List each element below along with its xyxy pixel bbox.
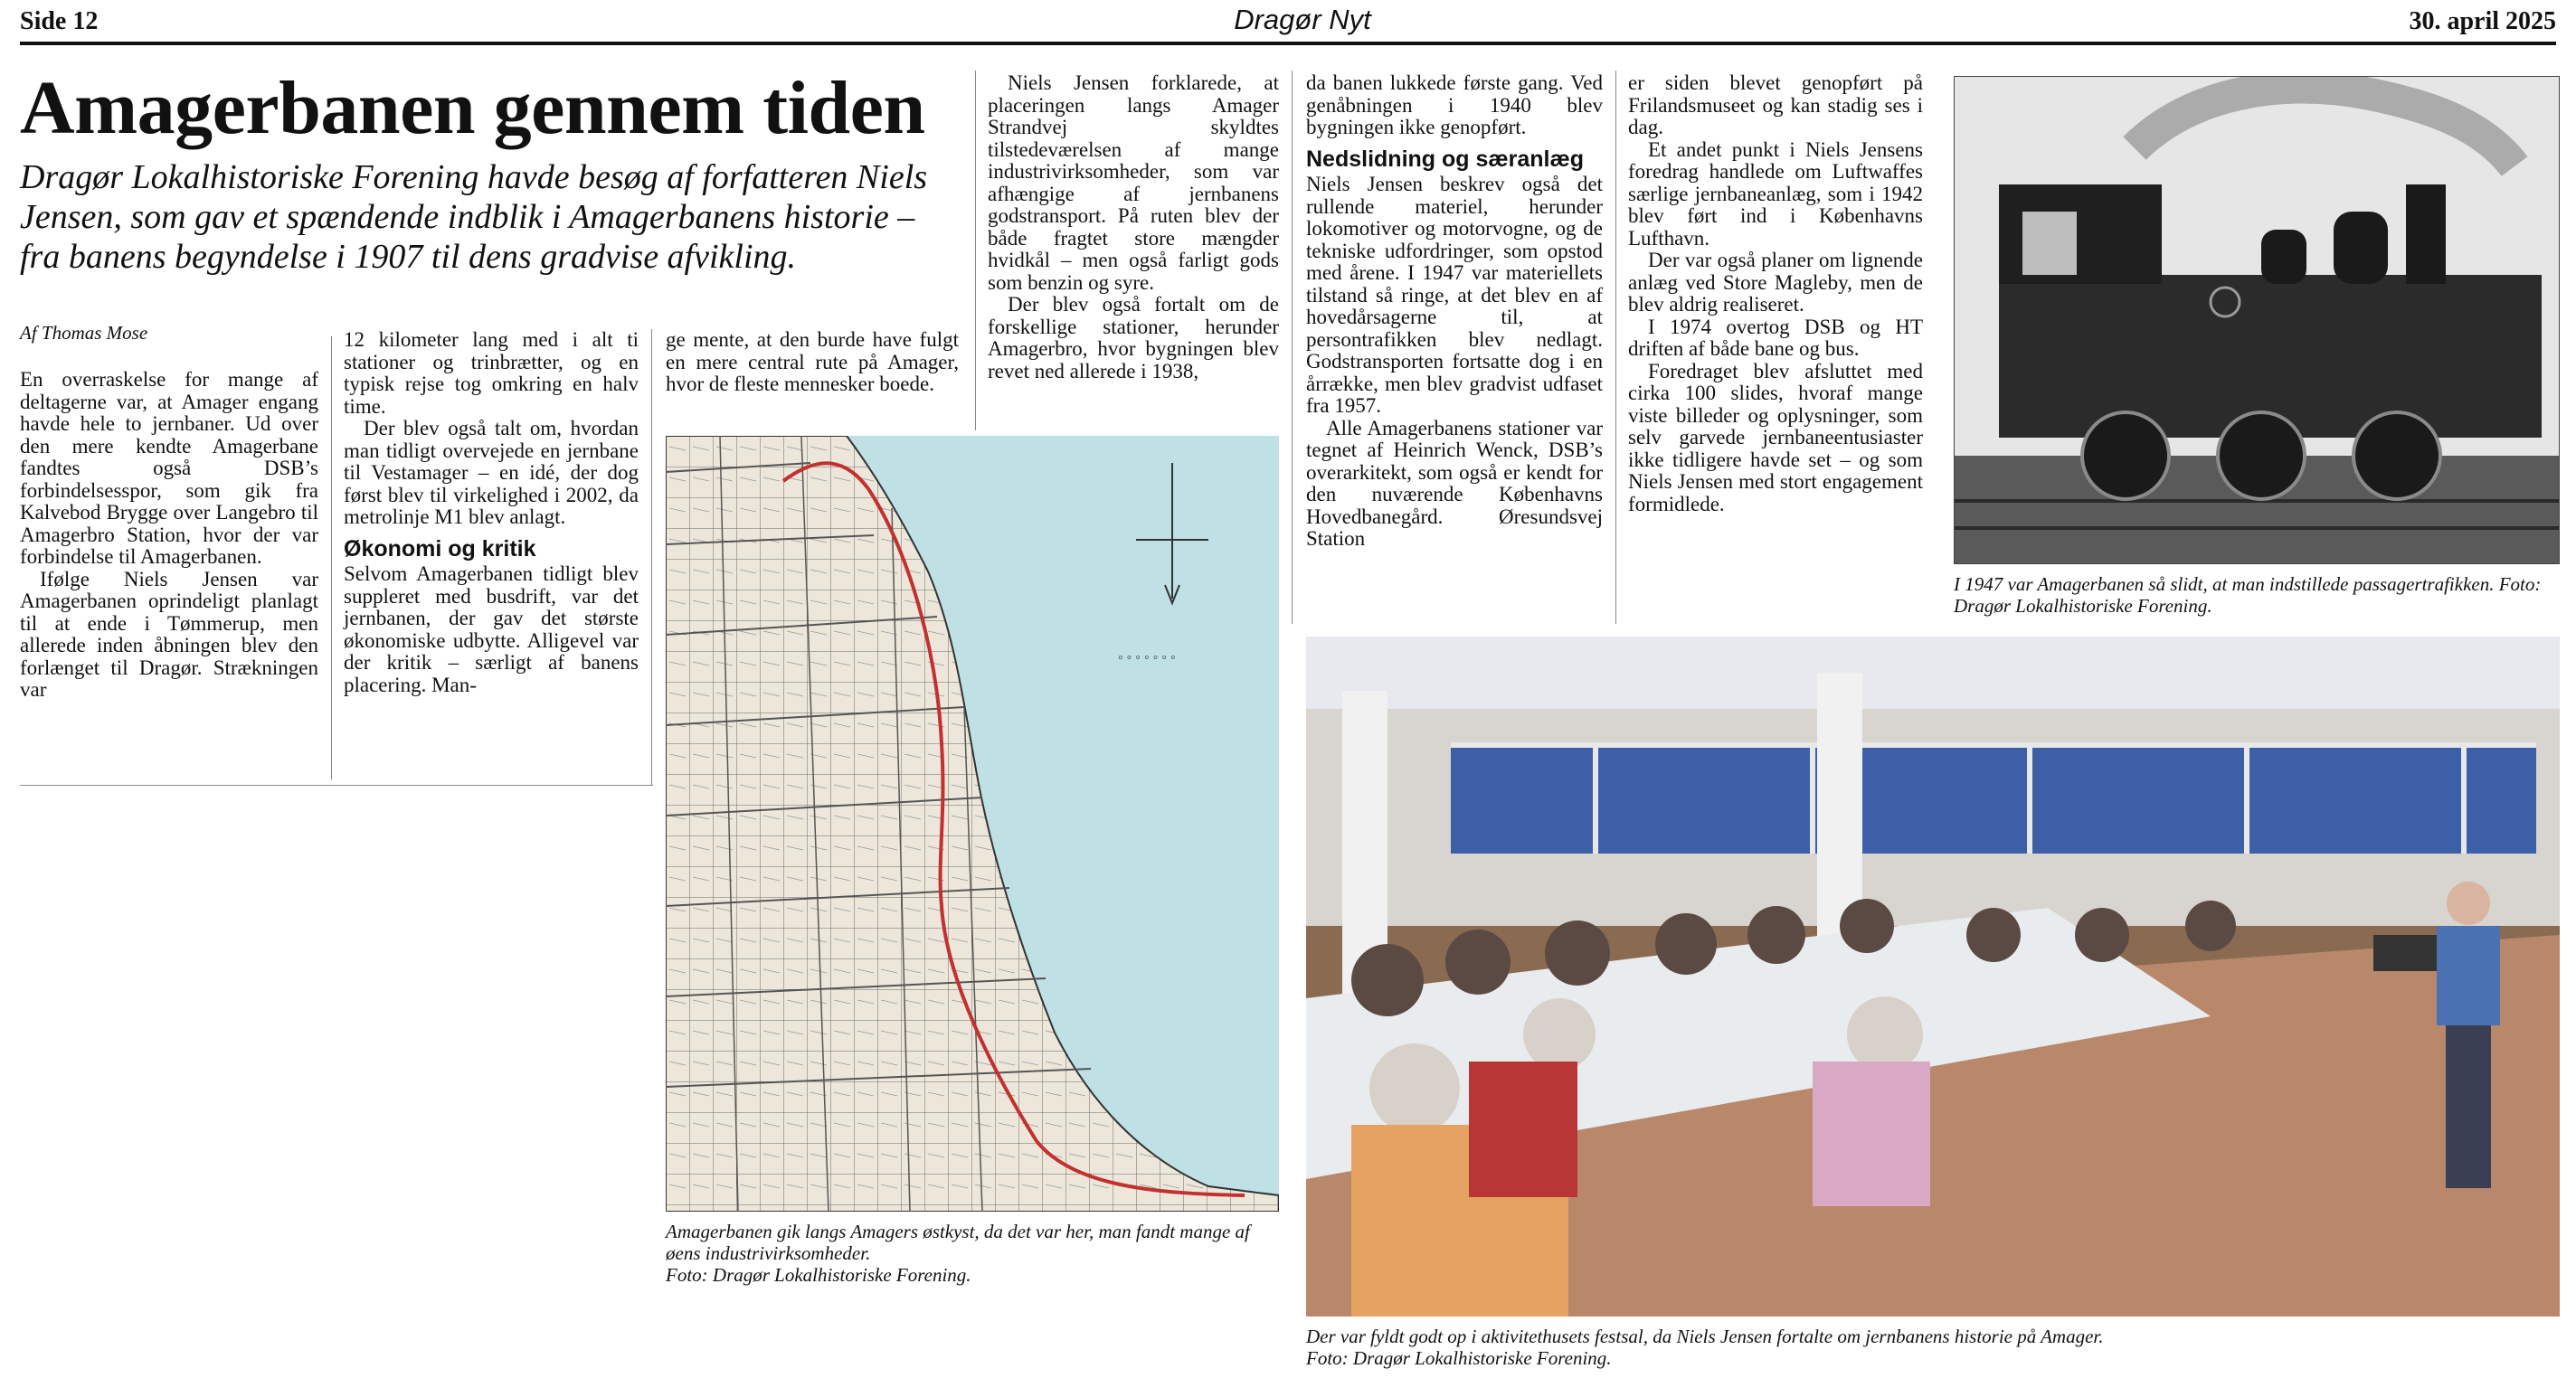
map-caption-text: Amagerbanen gik langs Amagers østkyst, da det var her, man fandt mange af øens industrivirksomheder.: [666, 1221, 1250, 1264]
locomotive-photo: [1954, 76, 2560, 564]
column-divider: [1615, 71, 1616, 624]
article-headline: Amagerbanen gennem tiden: [20, 66, 925, 150]
masthead-rule: [20, 42, 2556, 45]
page-number: Side 12: [20, 7, 99, 35]
paragraph: Der blev også fortalt om de forskellige stationer, herunder Amagerbro, hvor bygningen blev revet ned allerede i 1938,: [988, 293, 1279, 382]
column-divider: [1292, 71, 1293, 624]
column-divider: [975, 71, 976, 430]
rule-under-columns: [20, 785, 653, 786]
paragraph: Niels Jensen beskrev også det rullende materiel, herunder lokomotiver og motorvogne, og de tekniske udfordringer, som opstod med årene. I 1947 var materiellets tilstand så ringe, at det blev en af hovedårsagerne til, at persontrafikken blev nedlagt. Godstransporten fortsatte dog i en årrække, men blev gradvist udfaset fra 1957.: [1306, 173, 1603, 417]
paragraph: Foredraget blev afsluttet med cirka 100 slides, hvoraf mange viste billeder og oplysninger, som selv garvede jernbaneentusiaster ikke tidligere havde set – og som Niels Jensen med stort engagement formidlede.: [1628, 359, 1923, 515]
paragraph: da banen lukkede første gang. Ved genåbningen i 1940 blev bygningen ikke genopført.: [1306, 71, 1603, 138]
audience-caption: [1306, 1326, 2560, 1369]
audience-photo: [1306, 637, 2560, 1317]
steam-locomotive-illustration: [1954, 76, 2560, 564]
column-1: [20, 369, 318, 702]
column-5: [1306, 72, 1603, 551]
paragraph: 12 kilometer lang med i alt ti stationer og trinbrætter, og en typisk rejse tog omkring en halv time.: [344, 328, 639, 418]
subheading-wear: Nedslidning og særanlæg: [1306, 146, 1584, 172]
amager-map: [666, 436, 1279, 1212]
map-scale-marks: ◦ ◦ ◦ ◦ ◦ ◦ ◦: [1118, 650, 1176, 665]
column-divider: [331, 336, 332, 779]
paragraph: er siden blevet genopført på Frilandsmuseet og kan stadig ses i dag.: [1628, 71, 1923, 138]
paragraph: I 1974 overtog DSB og HT driften af både bane og bus.: [1628, 315, 1923, 360]
paragraph: Alle Amagerbanens stationer var tegnet af Heinrich Wenck, DSB’s overarkitekt, som også er kendt for den nuværende Københavns Hovedbanegård. Øresundsvej Station: [1306, 416, 1603, 550]
publication-name: Dragør Nyt: [1234, 4, 1371, 35]
article-deck: Dragør Lokalhistoriske Forening havde besøg af forfatteren Niels Jensen, som gav et spændende indblik i Amagerbanens historie – fra banens begyndelse i 1907 til dens gradvise afvikling.: [20, 158, 928, 276]
audience-caption-text: Der var fyldt godt op i aktivitethusets festsal, da Niels Jensen fortalte om jernbanens historie på Amager.: [1306, 1326, 2104, 1347]
map-caption-credit: Foto: Dragør Lokalhistoriske Forening.: [666, 1264, 971, 1286]
lecture-hall-illustration: [1306, 637, 2560, 1317]
map-caption: [666, 1221, 1279, 1286]
map-image: [666, 436, 1279, 1212]
paragraph: Selvom Amagerbanen tidligt blev suppleret med busdrift, var det jernbanen, der gav det største økonomiske udbytte. Alligevel var der kritik – særligt af banens placering. Man-: [344, 562, 639, 696]
column-3-top: [666, 329, 959, 396]
column-6: [1628, 72, 1923, 515]
paragraph: Niels Jensen forklarede, at placeringen langs Amager Strandvej skyldtes tilstedeværelsen af mange industrivirksomheder, som var afhængige af jernbanens godstransport. På ruten blev der både fragtet store mængder hvidkål – men også farligt gods som benzin og syre.: [988, 71, 1279, 294]
paragraph: Der var også planer om lignende anlæg ved Store Magleby, men de blev aldrig realiseret.: [1628, 249, 1923, 316]
issue-date: 30. april 2025: [2409, 7, 2556, 35]
column-2: [344, 329, 639, 696]
paragraph: Der blev også talt om, hvordan man tidligt overvejede en jernbane til Vestamager – en idé, der dog først blev til virkelighed i 2002, da metrolinje M1 blev anlagt.: [344, 417, 639, 528]
paragraph: ge mente, at den burde have fulgt en mere central rute på Amager, hvor de fleste mennesker boede.: [666, 328, 959, 395]
paragraph: Ifølge Niels Jensen var Amagerbanen oprindeligt planlagt til at ende i Tømmerup, men allerede inden åbningen blev den forlænget til Dragør. Strækningen var: [20, 567, 318, 701]
paragraph: En overraskelse for mange af deltagerne var, at Amager engang havde hele to jernbaner. Ud over den mere kendte Amagerbane fandtes også DSB’s forbindelsesspor, som gik fra Kalvebod Brygge over Langebro til Amagerbro Station, hvor der var forbindelse til Amagerbanen.: [20, 368, 318, 568]
locomotive-caption: I 1947 var Amagerbanen så slidt, at man indstillede passagertrafikken. Foto: Dragør Lokalhistoriske Forening.: [1954, 573, 2542, 617]
article-byline: Af Thomas Mose: [20, 322, 148, 344]
paragraph: Et andet punkt i Niels Jensens foredrag handlede om Luftwaffes særlige jernbaneanlæg, som i 1942 blev ført ind i Københavns Lufthavn.: [1628, 137, 1923, 250]
column-4: [988, 72, 1279, 382]
audience-caption-credit: Foto: Dragør Lokalhistoriske Forening.: [1306, 1347, 1612, 1369]
column-divider: [651, 329, 652, 786]
subheading-economy: Økonomi og kritik: [344, 535, 536, 562]
